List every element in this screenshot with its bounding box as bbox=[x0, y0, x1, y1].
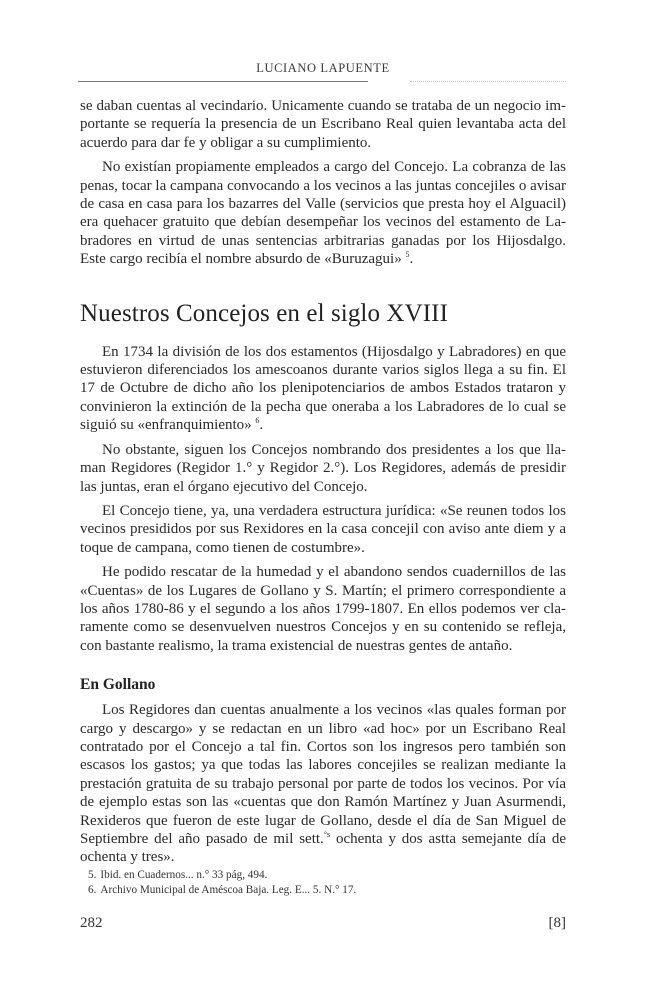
section-title: Nuestros Concejos en el siglo XVIII bbox=[80, 299, 449, 327]
header-rule-faint bbox=[410, 81, 566, 82]
intro-paragraph-1: se daban cuentas al vecindario. Unicamente cuando se trataba de un negocio importante se requería la presencia de un Escribano Real quien levantaba acta del acuerdo para dar fe y obligar a su cumplimiento. bbox=[80, 98, 566, 151]
footnote-text: Ibid. en Cuadernos... n.° 33 pág, 494. bbox=[100, 869, 268, 881]
page-number: 282 bbox=[80, 915, 103, 931]
section-paragraph-4: He podido rescatar de la humedad y el abandono sendos cuadernillos de las «Cuentas» de los Lugares de Gollano y S. Martín; el primero correspondiente a los años 1780-86 y el segundo a los años 1799-1807. En ellos podemos ver claramente como se desenvuelven nuestros Concejos y en su contenido se refleja, con bastante realismo, la trama existencial de nuestras gentes de antaño. bbox=[80, 564, 566, 654]
document-page bbox=[80, 0, 566, 1000]
subsection-block bbox=[80, 701, 566, 867]
bracket-page-number: [8] bbox=[548, 915, 566, 931]
section-paragraph-1-text: En 1734 la división de los dos estamentos (Hijosdalgo y Labradores) en que estuvieron diferenciados los amescoanos durante varios siglos llega a su fin. El 17 de Octubre de dicho año los plenipotenciarios de ambos Estados trataron y convinieron la extinción de la pecha que oneraba a los Labradores de lo cual se siguió su «enfranquimiento» bbox=[80, 343, 566, 434]
footnote-text: Archivo Municipal de Améscoa Baja. Leg. E... 5. N.° 17. bbox=[100, 884, 357, 896]
intro-paragraph-2 bbox=[80, 158, 566, 268]
footnote-6 bbox=[88, 883, 566, 898]
intro-paragraph-2-end: . bbox=[409, 251, 414, 268]
section-paragraph-2: No obstante, siguen los Concejos nombrando dos presidentes a los que llaman Regidores (Regidor 1.° y Regidor 2.°). Los Regidores, además de presidir las juntas, eran el órgano ejecutivo del Concejo. bbox=[80, 441, 566, 495]
footnote-5 bbox=[88, 868, 566, 883]
intro-paragraph-2-text: No existían propiamente empleados a cargo del Concejo. La cobranza de las penas, tocar la campana convocando a los vecinos a las juntas concejiles o avisar de casa en casa para los bazarres del Valle (servicios que presta hoy el Alguacil) era quehacer gratuito que debían desempeñar los vecinos del estamento de Labradores en virtud de unas sentencias arbitrarias ganadas por los Hijosdalgo. Este cargo recibía el nombre absurdo de «Buruzagui» bbox=[80, 159, 566, 268]
subsection-paragraph-1 bbox=[80, 701, 566, 867]
abbreviation-superscript: °s bbox=[323, 830, 331, 839]
footnote-number: 6. bbox=[88, 884, 97, 896]
subsection-paragraph-1-text-a: Los Regidores dan cuentas anualmente a los vecinos «las quales forman por cargo y descargo» y se redactan en un libro «ad hoc» por un Escribano Real contratado por el Concejo a tal fin. Cortos son los ingresos pero también son escasos los gastos; ya que todas las labores concejiles se realizan mediante la prestación gratuita de su trabajo personal por parte de todos los vecinos. Por vía de ejemplo estas son las «cuentas que don Ramón Martínez y Juan Asurmendi, Rexideros que fueron de este lugar de Gollano, desde el día de San Miguel de Septiembre del año pasado de mil sett. bbox=[80, 702, 566, 847]
running-head: LUCIANO LAPUENTE bbox=[256, 61, 390, 75]
footnotes bbox=[88, 868, 566, 898]
footnote-ref-6[interactable]: 6 bbox=[255, 416, 260, 426]
section-block bbox=[80, 343, 566, 656]
footnote-number: 5. bbox=[88, 869, 97, 881]
section-paragraph-1-end: . bbox=[259, 417, 264, 434]
header-rule bbox=[78, 81, 368, 82]
footnote-ref-5[interactable]: 5 bbox=[405, 250, 410, 260]
intro-block bbox=[80, 97, 566, 269]
body-flow bbox=[80, 97, 566, 873]
subsection-title: En Gollano bbox=[80, 676, 156, 694]
subsection-paragraph-1-text-b: ochenta y dos astta semejante día de ochenta y tres». bbox=[80, 831, 566, 866]
section-paragraph-1 bbox=[80, 343, 566, 435]
section-paragraph-3: El Concejo tiene, ya, una verdadera estructura jurídica: «Se reunen todos los vecinos presididos por sus Rexidores en la casa concejil con aviso ante diem y a toque de campana, como tienen de costumbre». bbox=[80, 502, 566, 556]
